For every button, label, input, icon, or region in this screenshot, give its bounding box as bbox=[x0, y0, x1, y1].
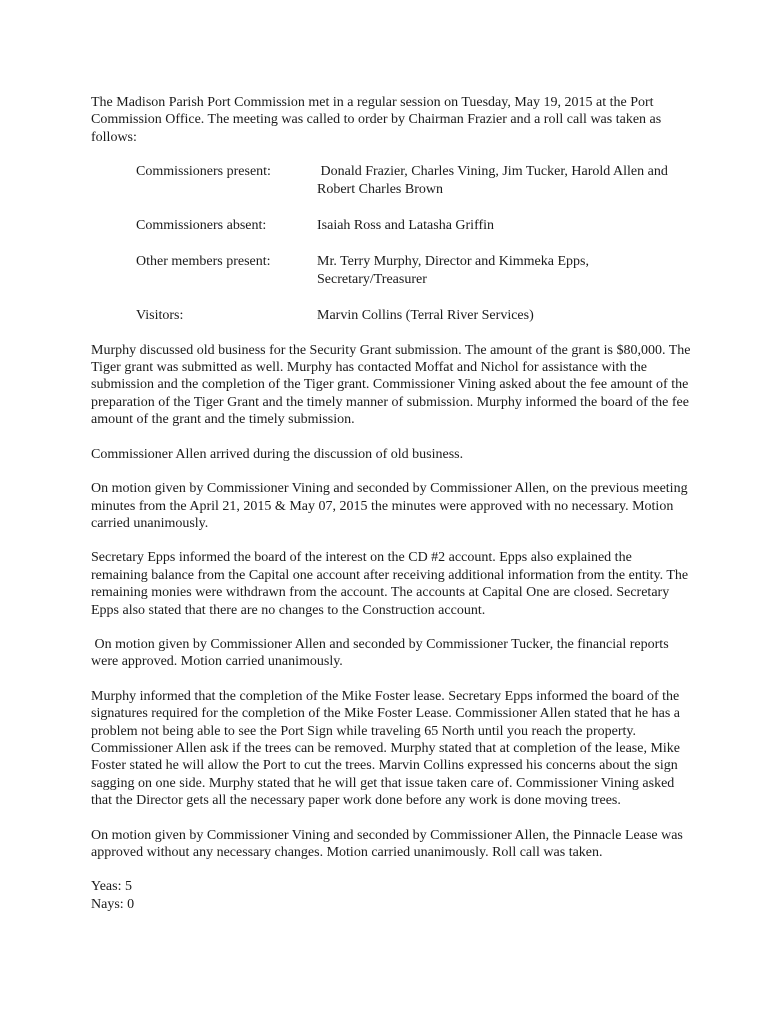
attendance-label: Other members present: bbox=[136, 254, 271, 270]
paragraph-accounts: Secretary Epps informed the board of the interest on the CD #2 account. Epps also explained the remaining balance from the Capital one account after receiving additional information from the entity. The remaining monies were withdrawn from the account. The accounts at Capital One are closed. Secretary Epps also stated that there are no changes to the Construction account. bbox=[91, 550, 689, 618]
attendance-row-other bbox=[136, 253, 691, 288]
paragraph-allen-arrived: Commissioner Allen arrived during the discussion of old business. bbox=[91, 446, 464, 462]
attendance-label: Commissioners absent: bbox=[136, 218, 267, 234]
yeas-count: Yeas: 5 bbox=[91, 879, 132, 895]
minutes-document bbox=[91, 94, 691, 913]
intro-paragraph: The Madison Parish Port Commission met in a regular session on Tuesday, May 19, 2015 at the Port Commission Office. The meeting was called to order by Chairman Frazier and a roll call was taken as follows: bbox=[91, 95, 662, 145]
attendance-row-visitors bbox=[136, 307, 691, 324]
vote-tally bbox=[91, 878, 691, 913]
nays-count: Nays: 0 bbox=[91, 896, 135, 912]
paragraph-pinnacle-motion: On motion given by Commissioner Vining and seconded by Commissioner Allen, the Pinnacle Lease was approved without any necessary changes. Motion carried unanimously. Roll call was taken. bbox=[91, 827, 683, 860]
attendance-value: Donald Frazier, Charles Vining, Jim Tucker, Harold Allen and Robert Charles Brown bbox=[317, 164, 672, 197]
paragraph-old-business: Murphy discussed old business for the Security Grant submission. The amount of the grant is $80,000. The Tiger grant was submitted as well. Murphy has contacted Moffat and Nichol for assistance with the submission and the completion of the Tiger grant. Commissioner Vining asked about the fee amount of the preparation of the Tiger Grant and the timely manner of submission. Murphy informed the board of the fee amount of the grant and the timely submission. bbox=[91, 342, 691, 428]
attendance-label: Commissioners present: bbox=[136, 164, 271, 180]
paragraph-financial-motion: On motion given by Commissioner Allen and seconded by Commissioner Tucker, the financial reports were approved. Motion carried unanimously. bbox=[91, 636, 673, 670]
paragraph-minutes-motion: On motion given by Commissioner Vining and seconded by Commissioner Allen, on the previous meeting minutes from the April 21, 2015 & May 07, 2015 the minutes were approved with no necessary. Motion carried unanimously. bbox=[91, 481, 688, 531]
attendance-label: Visitors: bbox=[136, 308, 184, 324]
attendance-row-absent bbox=[136, 217, 691, 234]
attendance-list bbox=[136, 163, 691, 324]
paragraph-lease: Murphy informed that the completion of the Mike Foster lease. Secretary Epps informed the board of the signatures required for the completion of the Mike Foster Lease. Commissioner Allen stated that he has a problem not being able to see the Port Sign while traveling 65 North until you reach the property. Commissioner Allen ask if the trees can be removed. Murphy stated that at completion of the lease, Mike Foster stated he will allow the Port to cut the trees. Marvin Collins expressed his concerns about the sign sagging on one side. Murphy stated that he will get that issue taken care of. Commissioner Vining asked that the Director gets all the necessary paper work done before any work is done moving trees. bbox=[91, 688, 681, 809]
attendance-value: Mr. Terry Murphy, Director and Kimmeka Epps, Secretary/Treasurer bbox=[317, 254, 589, 287]
attendance-row-present bbox=[136, 163, 691, 198]
attendance-value: Isaiah Ross and Latasha Griffin bbox=[317, 218, 495, 234]
attendance-value: Marvin Collins (Terral River Services) bbox=[317, 308, 534, 324]
